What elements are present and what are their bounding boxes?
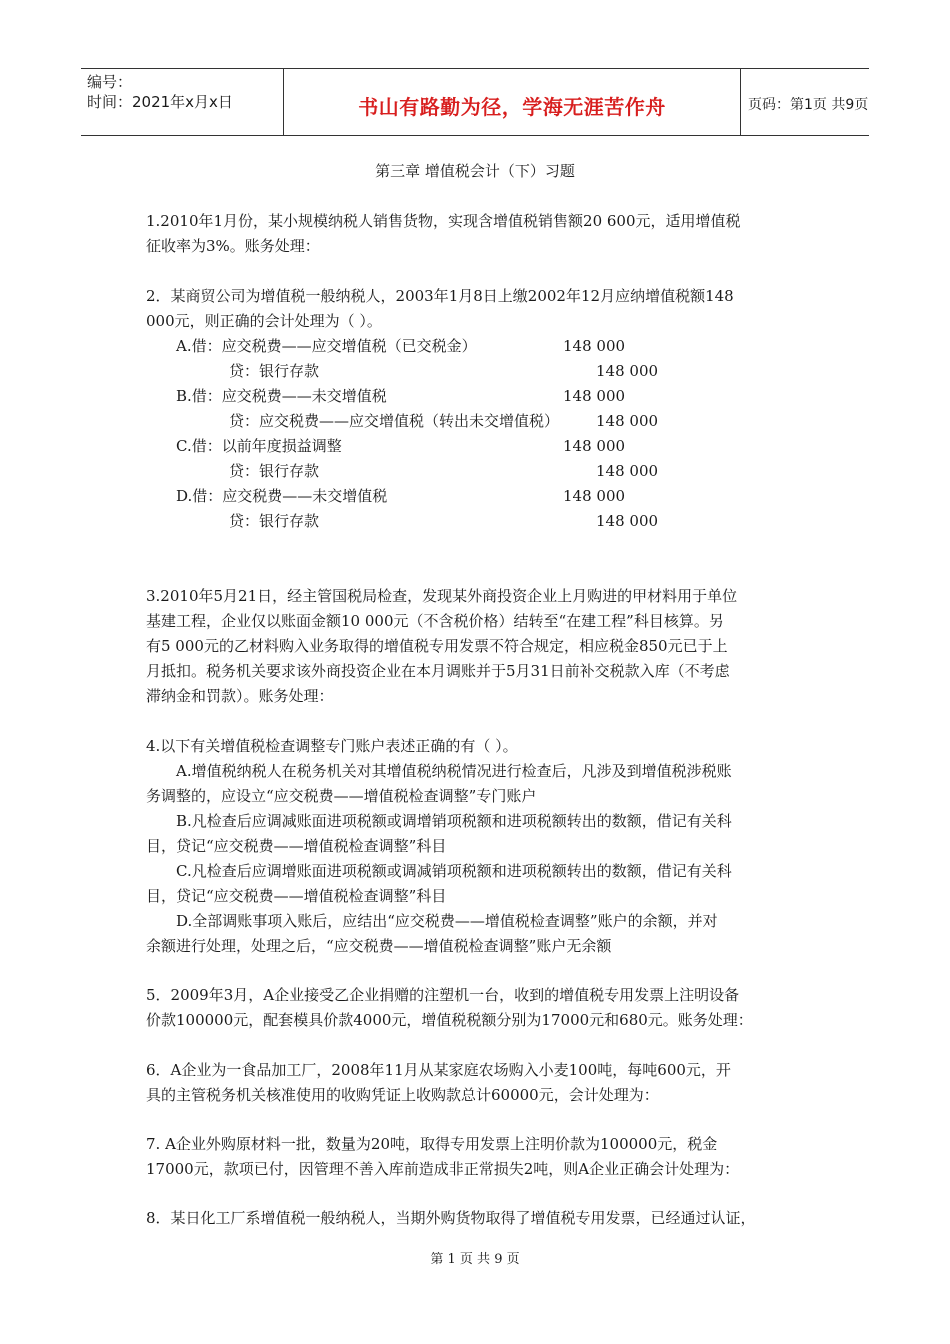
q4-option-a-line2: 务调整的，应设立“应交税费——增值税检查调整”专门账户 — [146, 787, 537, 805]
q4-option-d-line2: 余额进行处理，处理之后，“应交税费——增值税检查调整”账户无余额 — [146, 937, 612, 955]
q2-option-a-debit-amount: 148 000 — [563, 337, 626, 355]
q3-line5: 滞纳金和罚款）。账务处理： — [146, 687, 334, 705]
q3-line4: 月抵扣。税务机关要求该外商投资企业在本月调账并于5月31日前补交税款入库（不考虑 — [146, 662, 730, 680]
q2-option-d-debit-amount: 148 000 — [563, 487, 626, 505]
q4-option-d-line1: D.全部调账事项入账后，应结出“应交税费——增值税检查调整”账户的余额，并对 — [176, 912, 718, 930]
chapter-title: 第三章 增值税会计（下）习题 — [375, 162, 575, 180]
page-header — [81, 68, 869, 136]
q3-line2: 基建工程，企业仅以账面金额10 000元（不含税价格）结转至“在建工程”科目核算。另 — [146, 612, 724, 630]
number-label: 编号： — [87, 73, 133, 91]
q1-line1: 1.2010年1月份，某小规模纳税人销售货物，实现含增值税销售额20 600元，适用增值税 — [146, 212, 741, 230]
q7-line2: 17000元，款项已付，因管理不善入库前造成非正常损失2吨，则A企业正确会计处理为： — [146, 1160, 740, 1178]
q2-option-b-credit-amount: 148 000 — [596, 412, 659, 430]
q2-option-a-debit: A.借：应交税费——应交增值税（已交税金） — [176, 337, 477, 355]
motto: 书山有路勤为径，学海无涯苦作舟 — [358, 95, 666, 119]
q2-option-b-credit: 贷：应交税费——应交增值税（转出未交增值税） — [229, 412, 560, 430]
q2-line2: 000元，则正确的会计处理为（ ）。 — [146, 312, 382, 330]
q2-option-d-credit: 贷：银行存款 — [229, 512, 320, 530]
q2-option-c-credit: 贷：银行存款 — [229, 462, 320, 480]
header-motto-cell — [283, 69, 741, 135]
q6-line1: 6．A企业为一食品加工厂，2008年11月从某家庭农场购入小麦100吨，每吨600元，开 — [146, 1061, 731, 1079]
q2-option-b-debit-amount: 148 000 — [563, 387, 626, 405]
q3-line1: 3.2010年5月21日，经主管国税局检查，发现某外商投资企业上月购进的甲材料用于单位 — [146, 587, 738, 605]
q2-option-b-debit: B.借：应交税费——未交增值税 — [176, 387, 387, 405]
q2-option-a-credit-amount: 148 000 — [596, 362, 659, 380]
q2-option-d-debit: D.借：应交税费——未交增值税 — [176, 487, 388, 505]
header-right-cell — [740, 69, 869, 135]
q2-option-c-debit-amount: 148 000 — [563, 437, 626, 455]
time-label: 时间：2021年x月x日 — [87, 93, 233, 111]
q2-line1: 2．某商贸公司为增值税一般纳税人，2003年1月8日上缴2002年12月应纳增值税额148 — [146, 287, 734, 305]
q4-option-c-line1: C.凡检查后应调增账面进项税额或调减销项税额和进项税额转出的数额，借记有关科 — [176, 862, 732, 880]
q5-line1: 5．2009年3月，A企业接受乙企业捐赠的注塑机一台，收到的增值税专用发票上注明设备 — [146, 986, 740, 1004]
q4-option-c-line2: 目，贷记“应交税费——增值税检查调整”科目 — [146, 887, 447, 905]
page-footer: 第 1 页 共 9 页 — [430, 1252, 520, 1267]
page-info: 页码：第1页 共9页 — [748, 97, 869, 113]
q4-option-a-line1: A.增值税纳税人在税务机关对其增值税纳税情况进行检查后，凡涉及到增值税涉税账 — [176, 762, 732, 780]
q7-line1: 7. A企业外购原材料一批，数量为20吨，取得专用发票上注明价款为100000元，税金 — [146, 1135, 718, 1153]
q3-line3: 有5 000元的乙材料购入业务取得的增值税专用发票不符合规定，相应税金850元已于上 — [146, 637, 728, 655]
q4-line1: 4.以下有关增值税检查调整专门账户表述正确的有（ ）。 — [146, 737, 518, 755]
q2-option-d-credit-amount: 148 000 — [596, 512, 659, 530]
q4-option-b-line2: 目，贷记“应交税费——增值税检查调整”科目 — [146, 837, 447, 855]
q2-option-c-credit-amount: 148 000 — [596, 462, 659, 480]
q6-line2: 具的主管税务机关核准使用的收购凭证上收购款总计60000元，会计处理为： — [146, 1086, 659, 1104]
q8-line1: 8．某日化工厂系增值税一般纳税人，当期外购货物取得了增值税专用发票，已经通过认证， — [146, 1209, 756, 1227]
q2-option-a-credit: 贷：银行存款 — [229, 362, 320, 380]
q4-option-b-line1: B.凡检查后应调减账面进项税额或调增销项税额和进项税额转出的数额，借记有关科 — [176, 812, 732, 830]
q5-line2: 价款100000元，配套模具价款4000元，增值税税额分别为17000元和680元。账务处理： — [146, 1011, 753, 1029]
header-left-cell — [81, 69, 281, 135]
q2-option-c-debit: C.借：以前年度损益调整 — [176, 437, 342, 455]
q1-line2: 征收率为3%。账务处理： — [146, 237, 320, 255]
